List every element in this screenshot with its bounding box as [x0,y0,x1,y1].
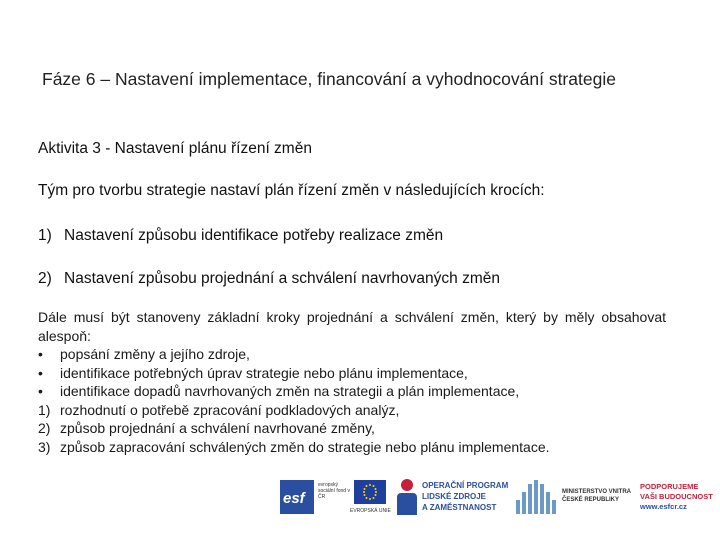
eu-flag-icon [354,480,386,504]
step-item-2 [38,270,500,288]
list-item [38,419,678,438]
support-line-1: PODPORUJEME [640,482,699,491]
support-slogan [640,482,720,512]
body-paragraph: Dále musí být stanoveny základní kroky projednání a schválení změn, který by měly obsahovat alespoň: [38,309,666,344]
list-item-text: způsob projednání a schválení navrhované změny, [60,420,375,437]
list-marker: • [38,383,43,400]
op-person-icon [396,479,418,517]
esf-caption: evropský sociální fond v ČR [318,482,350,500]
list-item-text: identifikace potřebných úprav strategie nebo plánu implementace, [60,364,468,381]
list-item [38,364,678,383]
op-line-1: OPERAČNÍ PROGRAM [422,481,509,490]
eu-caption: EVROPSKÁ UNIE [350,508,391,514]
list-item [38,382,678,401]
list-marker: 1) [38,401,51,418]
support-url: www.esfcr.cz [640,502,687,511]
esf-logo-text: esf [283,490,305,507]
ministry-line-1: MINISTERSTVO VNITRA [562,489,632,495]
list-marker: 2) [38,420,51,437]
op-program-text [422,480,512,513]
op-line-3: A ZAMĚSTNANOST [422,503,497,512]
op-line-2: LIDSKÉ ZDROJE [422,492,487,501]
step-item-1 [38,227,443,245]
footer-logo-strip [280,476,720,520]
requirements-list [38,345,678,457]
step-number: 1) [38,227,52,244]
intro-text: Tým pro tvorbu strategie nastaví plán řízení změn v následujících krocích: [38,182,545,199]
list-item [38,401,678,420]
list-item-text: identifikace dopadů navrhovaných změn na strategii a plán implementace, [60,383,520,400]
ministry-line-2: ČESKÉ REPUBLIKY [562,497,620,503]
list-marker: 3) [38,438,51,455]
eu-stars-icon [354,480,386,504]
list-marker: • [38,364,43,381]
step-text: Nastavení způsobu projednání a schválení navrhovaných změn [64,270,500,287]
list-item [38,345,678,364]
slide-title: Fáze 6 – Nastavení implementace, financování a vyhodnocování strategie [42,69,616,89]
activity-subtitle: Aktivita 3 - Nastavení plánu řízení změn [38,140,312,157]
ministry-text [562,488,634,504]
list-item-text: popsání změny a jejího zdroje, [60,346,250,362]
ministry-logo-icon [516,480,556,514]
step-number: 2) [38,270,52,287]
list-item [38,438,678,457]
step-text: Nastavení způsobu identifikace potřeby realizace změn [64,227,444,244]
list-item-text: rozhodnutí o potřebě zpracování podkladových analýz, [60,401,400,418]
list-marker: • [38,346,43,362]
support-line-2: VAŠI BUDOUCNOST [640,492,713,501]
esf-logo [280,476,314,520]
list-item-text: způsob zapracování schválených změn do strategie nebo plánu implementace. [60,438,550,455]
